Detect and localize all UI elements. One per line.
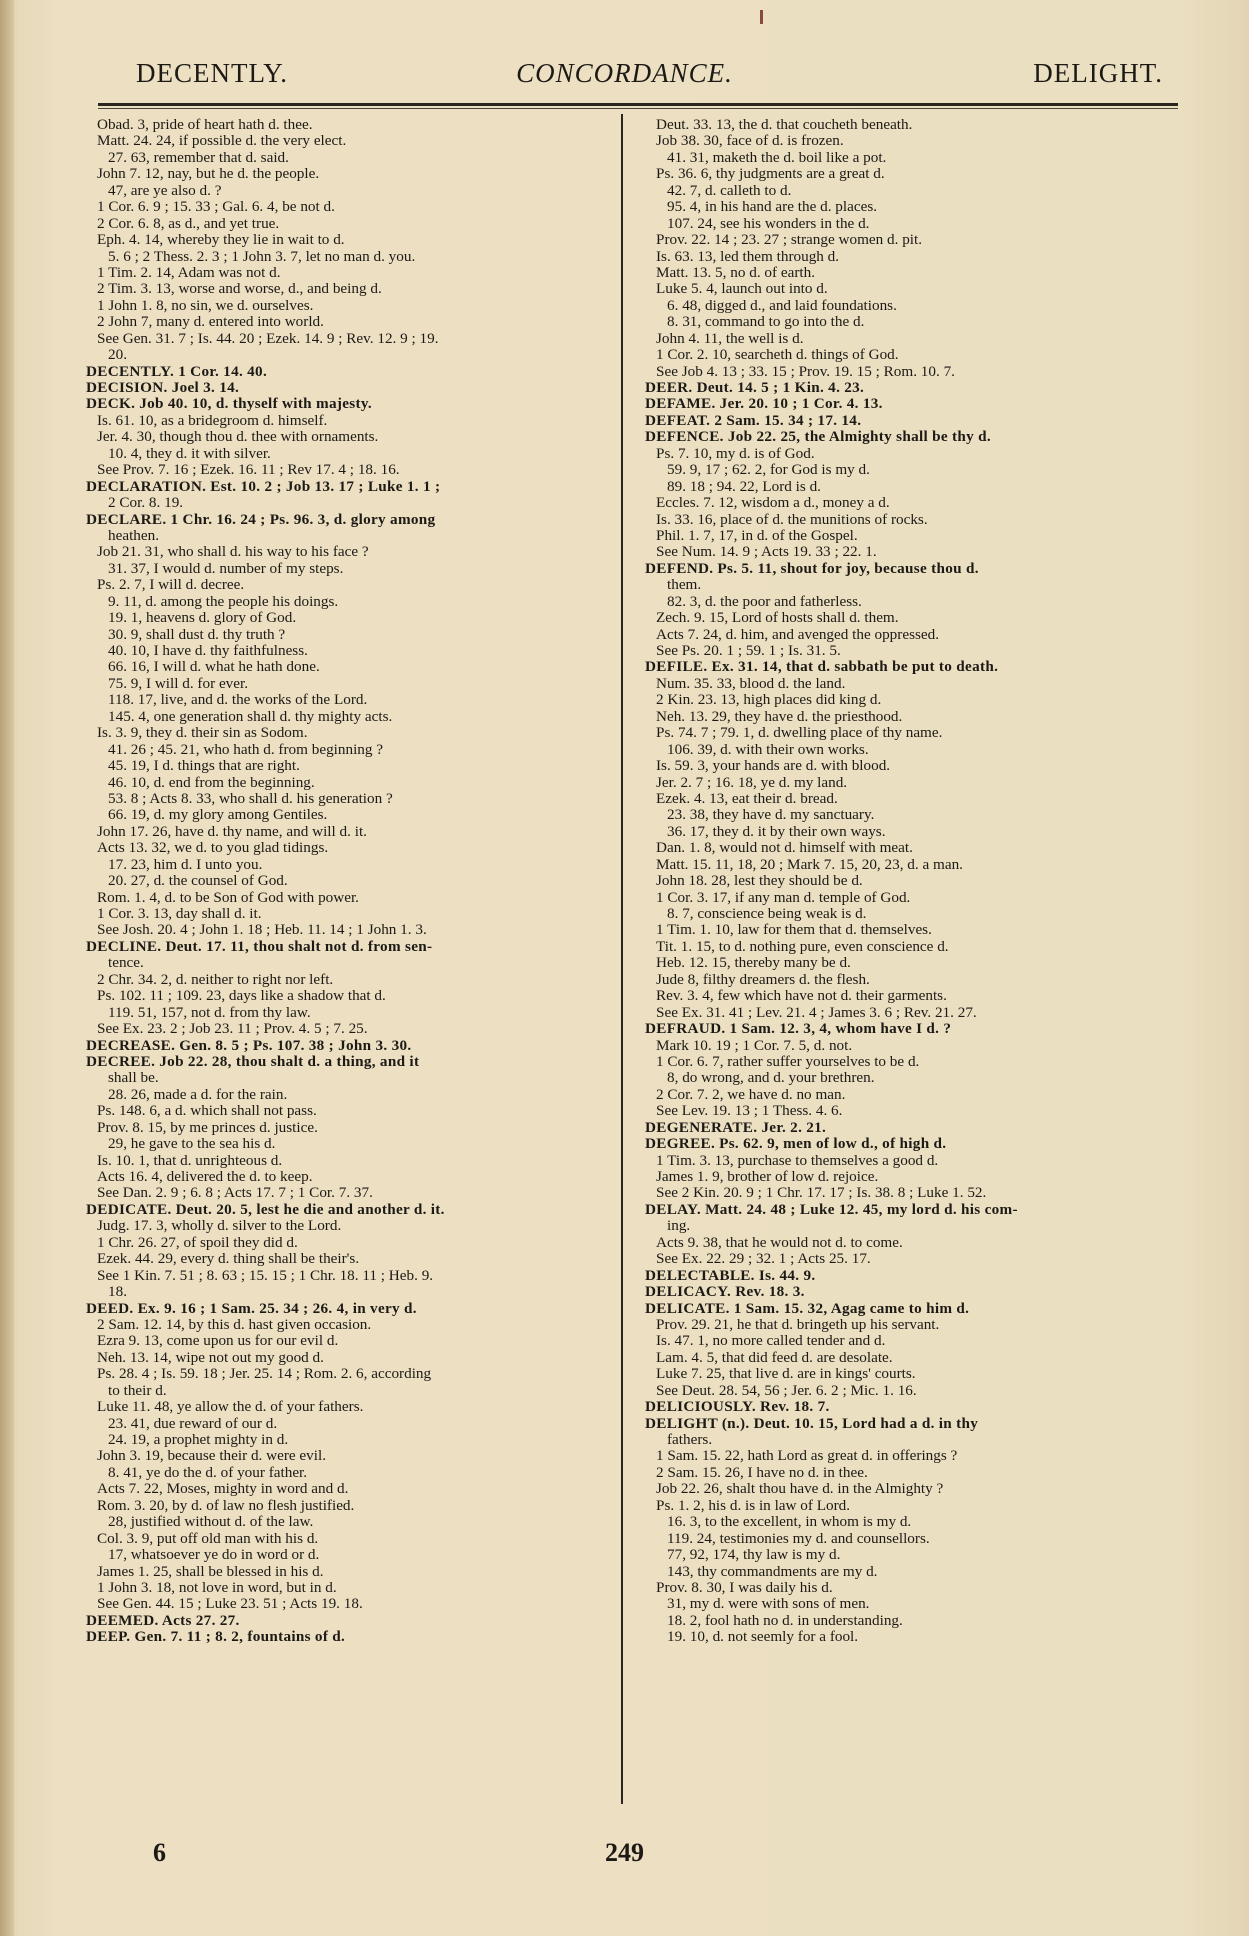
concordance-line: Heb. 12. 15, thereby many be d. — [656, 955, 851, 972]
concordance-line: Neh. 13. 14, wipe not out my good d. — [97, 1349, 324, 1366]
entry-heading: DELAY. Matt. 24. 48 ; Luke 12. 45, my lord d. his com- — [645, 1201, 1018, 1218]
concordance-line: 29, he gave to the sea his d. — [108, 1136, 276, 1153]
concordance-line: Prov. 8. 15, by me princes d. justice. — [97, 1119, 318, 1136]
concordance-line: Tit. 1. 15, to d. nothing pure, even conscience d. — [656, 938, 949, 955]
concordance-line: 95. 4, in his hand are the d. places. — [667, 199, 878, 216]
entry-heading: DEEP. Gen. 7. 11 ; 8. 2, fountains of d. — [86, 1629, 346, 1646]
concordance-line: 89. 18 ; 94. 22, Lord is d. — [667, 478, 821, 495]
concordance-line: 1 Sam. 15. 22, hath Lord as great d. in offerings ? — [656, 1448, 958, 1465]
concordance-line: Lam. 4. 5, that did feed d. are desolate. — [656, 1349, 893, 1366]
concordance-line: 118. 17, live, and d. the works of the Lord. — [108, 692, 368, 709]
concordance-line: Acts 13. 32, we d. to you glad tidings. — [97, 840, 329, 857]
concordance-line: ing. — [667, 1218, 691, 1235]
concordance-line: See Ex. 22. 29 ; 32. 1 ; Acts 25. 17. — [656, 1251, 871, 1268]
concordance-line: tence. — [108, 955, 144, 972]
concordance-line: 106. 39, d. with their own works. — [667, 741, 869, 758]
entry-heading: DECK. Job 40. 10, d. thyself with majesty. — [86, 396, 372, 413]
concordance-line: Zech. 9. 15, Lord of hosts shall d. them. — [656, 610, 899, 627]
entry-heading: DELICACY. Rev. 18. 3. — [645, 1284, 805, 1301]
concordance-line: 2 Cor. 8. 19. — [108, 495, 184, 512]
concordance-line: Is. 47. 1, no more called tender and d. — [656, 1333, 886, 1350]
concordance-line: Acts 7. 22, Moses, mighty in word and d. — [97, 1481, 349, 1498]
concordance-line: Obad. 3, pride of heart hath d. thee. — [97, 117, 313, 133]
concordance-line: 16. 3, to the excellent, in whom is my d. — [667, 1514, 912, 1531]
concordance-line: 31. 37, I would d. number of my steps. — [108, 560, 344, 577]
concordance-line: See 2 Kin. 20. 9 ; 1 Chr. 17. 17 ; Is. 38. 8 ; Luke 1. 52. — [656, 1185, 987, 1202]
concordance-line: Ezra 9. 13, come upon us for our evil d. — [97, 1333, 339, 1350]
concordance-line: See Num. 14. 9 ; Acts 19. 33 ; 22. 1. — [656, 544, 877, 561]
concordance-line: them. — [667, 577, 702, 594]
concordance-line: Acts 9. 38, that he would not d. to come. — [656, 1234, 903, 1251]
concordance-line: Ps. 1. 2, his d. is in law of Lord. — [656, 1497, 851, 1514]
concordance-line: 1 Cor. 2. 10, searcheth d. things of God. — [656, 347, 899, 364]
page-number: 249 — [605, 1838, 644, 1867]
binding-edge — [0, 0, 14, 1936]
header-rule — [98, 103, 1178, 106]
concordance-line: See Prov. 7. 16 ; Ezek. 16. 11 ; Rev 17. 4 ; 18. 16. — [97, 462, 400, 479]
entry-heading: DECLARE. 1 Chr. 16. 24 ; Ps. 96. 3, d. glory among — [86, 511, 436, 528]
concordance-line: Job 38. 30, face of d. is frozen. — [656, 133, 844, 150]
concordance-line: Ps. 74. 7 ; 79. 1, d. dwelling place of thy name. — [656, 725, 943, 742]
concordance-line: 2 Sam. 12. 14, by this d. hast given occasion. — [97, 1316, 372, 1333]
concordance-line: 1 Cor. 3. 13, day shall d. it. — [97, 906, 262, 922]
concordance-line: Prov. 22. 14 ; 23. 27 ; strange women d. pit. — [656, 232, 923, 249]
concordance-line: 75. 9, I will d. for ever. — [108, 675, 249, 692]
concordance-line: 30. 9, shall dust d. thy truth ? — [108, 626, 286, 643]
concordance-line: Ezek. 44. 29, every d. thing shall be their's. — [97, 1251, 360, 1268]
concordance-line: 20. — [108, 347, 127, 364]
concordance-line: 77, 92, 174, thy law is my d. — [667, 1547, 841, 1564]
concordance-line: Acts 16. 4, delivered the d. to keep. — [97, 1169, 313, 1185]
concordance-line: See Gen. 31. 7 ; Is. 44. 20 ; Ezek. 14. 9 ; Rev. 12. 9 ; 19. — [97, 330, 439, 347]
concordance-line: 36. 17, they d. it by their own ways. — [667, 823, 886, 840]
concordance-line: Is. 3. 9, they d. their sin as Sodom. — [97, 725, 308, 742]
concordance-line: 8. 41, ye do the d. of your father. — [108, 1464, 308, 1481]
entry-heading: DELIGHT (n.). Deut. 10. 15, Lord had a d. in thy — [645, 1415, 979, 1432]
concordance-line: Col. 3. 9, put off old man with his d. — [97, 1530, 319, 1547]
concordance-line: 20. 27, d. the counsel of God. — [108, 873, 288, 890]
concordance-line: 2 Tim. 3. 13, worse and worse, d., and being d. — [97, 281, 382, 298]
entry-heading: DEGENERATE. Jer. 2. 21. — [645, 1119, 827, 1136]
concordance-line: 47, are ye also d. ? — [108, 182, 222, 199]
concordance-line: Prov. 8. 30, I was daily his d. — [656, 1579, 833, 1596]
concordance-line: 1 John 1. 8, no sin, we d. ourselves. — [97, 297, 314, 314]
concordance-line: 19. 1, heavens d. glory of God. — [108, 610, 297, 627]
concordance-line: 2 John 7, many d. entered into world. — [97, 314, 324, 331]
concordance-line: 9. 11, d. among the people his doings. — [108, 593, 339, 610]
concordance-line: 143, thy commandments are my d. — [667, 1563, 878, 1580]
entry-heading: DEEMED. Acts 27. 27. — [86, 1612, 240, 1629]
concordance-line: Rev. 3. 4, few which have not d. their garments. — [656, 988, 947, 1005]
entry-heading: DEFEAT. 2 Sam. 15. 34 ; 17. 14. — [645, 412, 862, 429]
header-last-entry: DELIGHT. — [1033, 58, 1163, 88]
concordance-line: See Job 4. 13 ; 33. 15 ; Prov. 19. 15 ; Rom. 10. 7. — [656, 363, 955, 380]
concordance-line: James 1. 25, shall be blessed in his d. — [97, 1563, 324, 1580]
concordance-line: John 7. 12, nay, but he d. the people. — [97, 166, 320, 183]
concordance-line: Mark 10. 19 ; 1 Cor. 7. 5, d. not. — [656, 1037, 853, 1054]
concordance-line: Ps. 7. 10, my d. is of God. — [656, 445, 815, 462]
column-divider — [621, 114, 623, 1804]
concordance-line: 18. — [108, 1284, 127, 1301]
concordance-line: 6. 48, digged d., and laid foundations. — [667, 297, 897, 314]
entry-heading: DECENTLY. 1 Cor. 14. 40. — [86, 363, 268, 380]
header-title: CONCORDANCE. — [516, 58, 733, 88]
concordance-line: 145. 4, one generation shall d. thy mighty acts. — [108, 708, 393, 725]
concordance-line: 28. 26, made a d. for the rain. — [108, 1086, 288, 1103]
left-column — [86, 117, 606, 1646]
concordance-line: 19. 10, d. not seemly for a fool. — [667, 1629, 859, 1646]
paper-mark — [760, 10, 763, 24]
concordance-line: Is. 61. 10, as a bridegroom d. himself. — [97, 412, 328, 429]
concordance-line: John 3. 19, because their d. were evil. — [97, 1448, 327, 1465]
concordance-line: 41. 26 ; 45. 21, who hath d. from beginning ? — [108, 741, 384, 758]
concordance-line: 46. 10, d. end from the beginning. — [108, 774, 315, 791]
concordance-line: fathers. — [667, 1432, 713, 1448]
entry-heading: DELECTABLE. Is. 44. 9. — [645, 1267, 816, 1284]
concordance-line: to their d. — [108, 1382, 167, 1399]
concordance-line: John 18. 28, lest they should be d. — [656, 873, 863, 890]
concordance-line: 41. 31, maketh the d. boil like a pot. — [667, 149, 887, 166]
entry-heading: DEED. Ex. 9. 16 ; 1 Sam. 25. 34 ; 26. 4, in very d. — [86, 1300, 417, 1317]
concordance-line: See Dan. 2. 9 ; 6. 8 ; Acts 17. 7 ; 1 Cor. 7. 37. — [97, 1185, 373, 1202]
concordance-line: 2 Cor. 6. 8, as d., and yet true. — [97, 215, 280, 232]
concordance-line: 23. 41, due reward of our d. — [108, 1415, 278, 1432]
entry-heading: DECREE. Job 22. 28, thou shalt d. a thing, and it — [86, 1053, 420, 1070]
concordance-line: 1 Tim. 2. 14, Adam was not d. — [97, 264, 281, 281]
header-first-entry: DECENTLY. — [136, 58, 289, 88]
concordance-line: Ps. 28. 4 ; Is. 59. 18 ; Jer. 25. 14 ; Rom. 2. 6, according — [97, 1366, 432, 1383]
concordance-line: John 17. 26, have d. thy name, and will d. it. — [97, 823, 367, 840]
concordance-line: 8, do wrong, and d. your brethren. — [667, 1070, 875, 1087]
concordance-line: Neh. 13. 29, they have d. the priesthood. — [656, 708, 903, 725]
concordance-line: Eph. 4. 14, whereby they lie in wait to d. — [97, 232, 345, 249]
concordance-line: 24. 19, a prophet mighty in d. — [108, 1432, 289, 1448]
concordance-line: See 1 Kin. 7. 51 ; 8. 63 ; 15. 15 ; 1 Chr. 18. 11 ; Heb. 9. — [97, 1267, 434, 1284]
concordance-line: 8. 7, conscience being weak is d. — [667, 906, 867, 922]
concordance-line: 59. 9, 17 ; 62. 2, for God is my d. — [667, 462, 870, 479]
entry-heading: DELICIOUSLY. Rev. 18. 7. — [645, 1399, 830, 1416]
concordance-line: 28, justified without d. of the law. — [108, 1514, 314, 1531]
concordance-line: 1 Cor. 6. 7, rather suffer yourselves to be d. — [656, 1053, 920, 1070]
concordance-line: 1 John 3. 18, not love in word, but in d. — [97, 1579, 337, 1596]
concordance-line: 23. 38, they have d. my sanctuary. — [667, 807, 875, 824]
entry-heading: DEGREE. Ps. 62. 9, men of low d., of high d. — [645, 1136, 947, 1153]
concordance-line: 8. 31, command to go into the d. — [667, 314, 865, 331]
entry-heading: DECLINE. Deut. 17. 11, thou shalt not d. from sen- — [86, 938, 433, 955]
entry-heading: DECLARATION. Est. 10. 2 ; Job 13. 17 ; Luke 1. 1 ; — [86, 478, 441, 495]
concordance-line: 2 Chr. 34. 2, d. neither to right nor left. — [97, 971, 334, 988]
concordance-line: John 4. 11, the well is d. — [656, 330, 804, 347]
concordance-line: Is. 59. 3, your hands are d. with blood. — [656, 758, 891, 775]
concordance-line: See Josh. 20. 4 ; John 1. 18 ; Heb. 11. 14 ; 1 John 1. 3. — [97, 922, 427, 939]
header-rule-thin — [98, 108, 1178, 109]
concordance-line: 42. 7, d. calleth to d. — [667, 182, 792, 199]
concordance-line: See Ex. 23. 2 ; Job 23. 11 ; Prov. 4. 5 ; 7. 25. — [97, 1021, 368, 1038]
concordance-line: Prov. 29. 21, he that d. bringeth up his servant. — [656, 1316, 940, 1333]
concordance-line: Job 21. 31, who shall d. his way to his face ? — [97, 544, 369, 561]
concordance-line: Luke 7. 25, that live d. are in kings' courts. — [656, 1366, 916, 1383]
concordance-line: Is. 10. 1, that d. unrighteous d. — [97, 1152, 283, 1169]
concordance-line: Acts 7. 24, d. him, and avenged the oppressed. — [656, 626, 940, 643]
entry-heading: DEFAME. Jer. 20. 10 ; 1 Cor. 4. 13. — [645, 396, 883, 413]
concordance-line: See Gen. 44. 15 ; Luke 23. 51 ; Acts 19. 18. — [97, 1596, 363, 1613]
concordance-line: 27. 63, remember that d. said. — [108, 149, 289, 166]
concordance-line: 119. 24, testimonies my d. and counsellors. — [667, 1530, 930, 1547]
concordance-line: Jer. 4. 30, though thou d. thee with ornaments. — [97, 429, 379, 446]
concordance-line: Rom. 3. 20, by d. of law no flesh justified. — [97, 1497, 355, 1514]
entry-heading: DECREASE. Gen. 8. 5 ; Ps. 107. 38 ; John 3. 30. — [86, 1037, 412, 1054]
concordance-line: See Deut. 28. 54, 56 ; Jer. 6. 2 ; Mic. 1. 16. — [656, 1382, 917, 1399]
concordance-line: Matt. 15. 11, 18, 20 ; Mark 7. 15, 20, 23, d. a man. — [656, 856, 963, 873]
concordance-line: 2 Sam. 15. 26, I have no d. in thee. — [656, 1464, 868, 1481]
entry-heading: DECISION. Joel 3. 14. — [86, 380, 240, 396]
concordance-line: Rom. 1. 4, d. to be Son of God with power. — [97, 889, 359, 906]
concordance-line: Ps. 102. 11 ; 109. 23, days like a shadow that d. — [97, 988, 386, 1005]
concordance-line: 66. 19, d. my glory among Gentiles. — [108, 807, 328, 824]
concordance-line: James 1. 9, brother of low d. rejoice. — [656, 1169, 879, 1185]
concordance-line: 5. 6 ; 2 Thess. 2. 3 ; 1 John 3. 7, let no man d. you. — [108, 248, 416, 265]
concordance-line: Is. 33. 16, place of d. the munitions of rocks. — [656, 511, 928, 528]
concordance-line: Phil. 1. 7, 17, in d. of the Gospel. — [656, 527, 858, 544]
concordance-line: Job 22. 26, shalt thou have d. in the Almighty ? — [656, 1481, 944, 1498]
entry-heading: DELICATE. 1 Sam. 15. 32, Agag came to him d. — [645, 1300, 970, 1317]
concordance-line: 1 Tim. 1. 10, law for them that d. themselves. — [656, 922, 932, 939]
concordance-line: Luke 11. 48, ye allow the d. of your fathers. — [97, 1399, 364, 1416]
concordance-line: Num. 35. 33, blood d. the land. — [656, 675, 846, 692]
concordance-line: 45. 19, I d. things that are right. — [108, 758, 300, 775]
concordance-line: Ps. 148. 6, a d. which shall not pass. — [97, 1103, 317, 1120]
concordance-line: 82. 3, d. the poor and fatherless. — [667, 593, 862, 610]
concordance-line: 40. 10, I have d. thy faithfulness. — [108, 643, 308, 659]
entry-heading: DEFENCE. Job 22. 25, the Almighty shall be thy d. — [645, 429, 991, 446]
entry-heading: DEDICATE. Deut. 20. 5, lest he die and another d. it. — [86, 1201, 445, 1218]
entry-heading: DEFILE. Ex. 31. 14, that d. sabbath be put to death. — [645, 659, 999, 676]
concordance-line: 66. 16, I will d. what he hath done. — [108, 659, 320, 676]
right-column — [645, 117, 1175, 1646]
concordance-line: Dan. 1. 8, would not d. himself with meat. — [656, 840, 913, 857]
concordance-line: 18. 2, fool hath no d. in understanding. — [667, 1612, 903, 1629]
concordance-line: 1 Tim. 3. 13, purchase to themselves a good d. — [656, 1152, 939, 1169]
entry-heading: DEER. Deut. 14. 5 ; 1 Kin. 4. 23. — [645, 380, 865, 396]
concordance-line: See Ps. 20. 1 ; 59. 1 ; Is. 31. 5. — [656, 643, 841, 659]
concordance-line: 2 Cor. 7. 2, we have d. no man. — [656, 1086, 846, 1103]
entry-heading: DEFEND. Ps. 5. 11, shout for joy, because thou d. — [645, 560, 979, 577]
concordance-line: 119. 51, 157, not d. from thy law. — [108, 1004, 311, 1021]
concordance-line: 53. 8 ; Acts 8. 33, who shall d. his generation ? — [108, 790, 393, 807]
concordance-line: Matt. 24. 24, if possible d. the very elect. — [97, 133, 347, 150]
concordance-line: 1 Chr. 26. 27, of spoil they did d. — [97, 1234, 298, 1251]
concordance-line: 31, my d. were with sons of men. — [667, 1596, 870, 1613]
concordance-line: Eccles. 7. 12, wisdom a d., money a d. — [656, 495, 890, 512]
entry-heading: DEFRAUD. 1 Sam. 12. 3, 4, whom have I d. ? — [645, 1021, 952, 1038]
concordance-line: 1 Cor. 6. 9 ; 15. 33 ; Gal. 6. 4, be not d. — [97, 199, 335, 216]
concordance-line: Ps. 2. 7, I will d. decree. — [97, 577, 245, 594]
concordance-line: Deut. 33. 13, the d. that coucheth beneath. — [656, 117, 913, 133]
concordance-line: See Lev. 19. 13 ; 1 Thess. 4. 6. — [656, 1103, 843, 1120]
concordance-line: Judg. 17. 3, wholly d. silver to the Lord. — [97, 1218, 342, 1235]
concordance-line: heathen. — [108, 527, 160, 544]
concordance-line: 1 Cor. 3. 17, if any man d. temple of God. — [656, 889, 911, 906]
concordance-line: 107. 24, see his wonders in the d. — [667, 215, 870, 232]
concordance-line: 17. 23, him d. I unto you. — [108, 856, 263, 873]
concordance-line: Ezek. 4. 13, eat their d. bread. — [656, 790, 838, 807]
concordance-line: 17, whatsoever ye do in word or d. — [108, 1547, 320, 1564]
concordance-line: 10. 4, they d. it with silver. — [108, 445, 271, 462]
concordance-line: Ps. 36. 6, thy judgments are a great d. — [656, 166, 885, 183]
concordance-line: See Ex. 31. 41 ; Lev. 21. 4 ; James 3. 6 ; Rev. 21. 27. — [656, 1004, 977, 1021]
running-header — [0, 58, 1249, 98]
concordance-line: Jer. 2. 7 ; 16. 18, ye d. my land. — [656, 774, 848, 791]
concordance-line: shall be. — [108, 1070, 159, 1087]
signature-mark: 6 — [153, 1838, 166, 1867]
concordance-line: Jude 8, filthy dreamers d. the flesh. — [656, 971, 870, 988]
concordance-line: Luke 5. 4, launch out into d. — [656, 281, 828, 298]
concordance-line: Is. 63. 13, led them through d. — [656, 248, 840, 265]
concordance-line: 2 Kin. 23. 13, high places did king d. — [656, 692, 882, 709]
concordance-line: Matt. 13. 5, no d. of earth. — [656, 264, 816, 281]
